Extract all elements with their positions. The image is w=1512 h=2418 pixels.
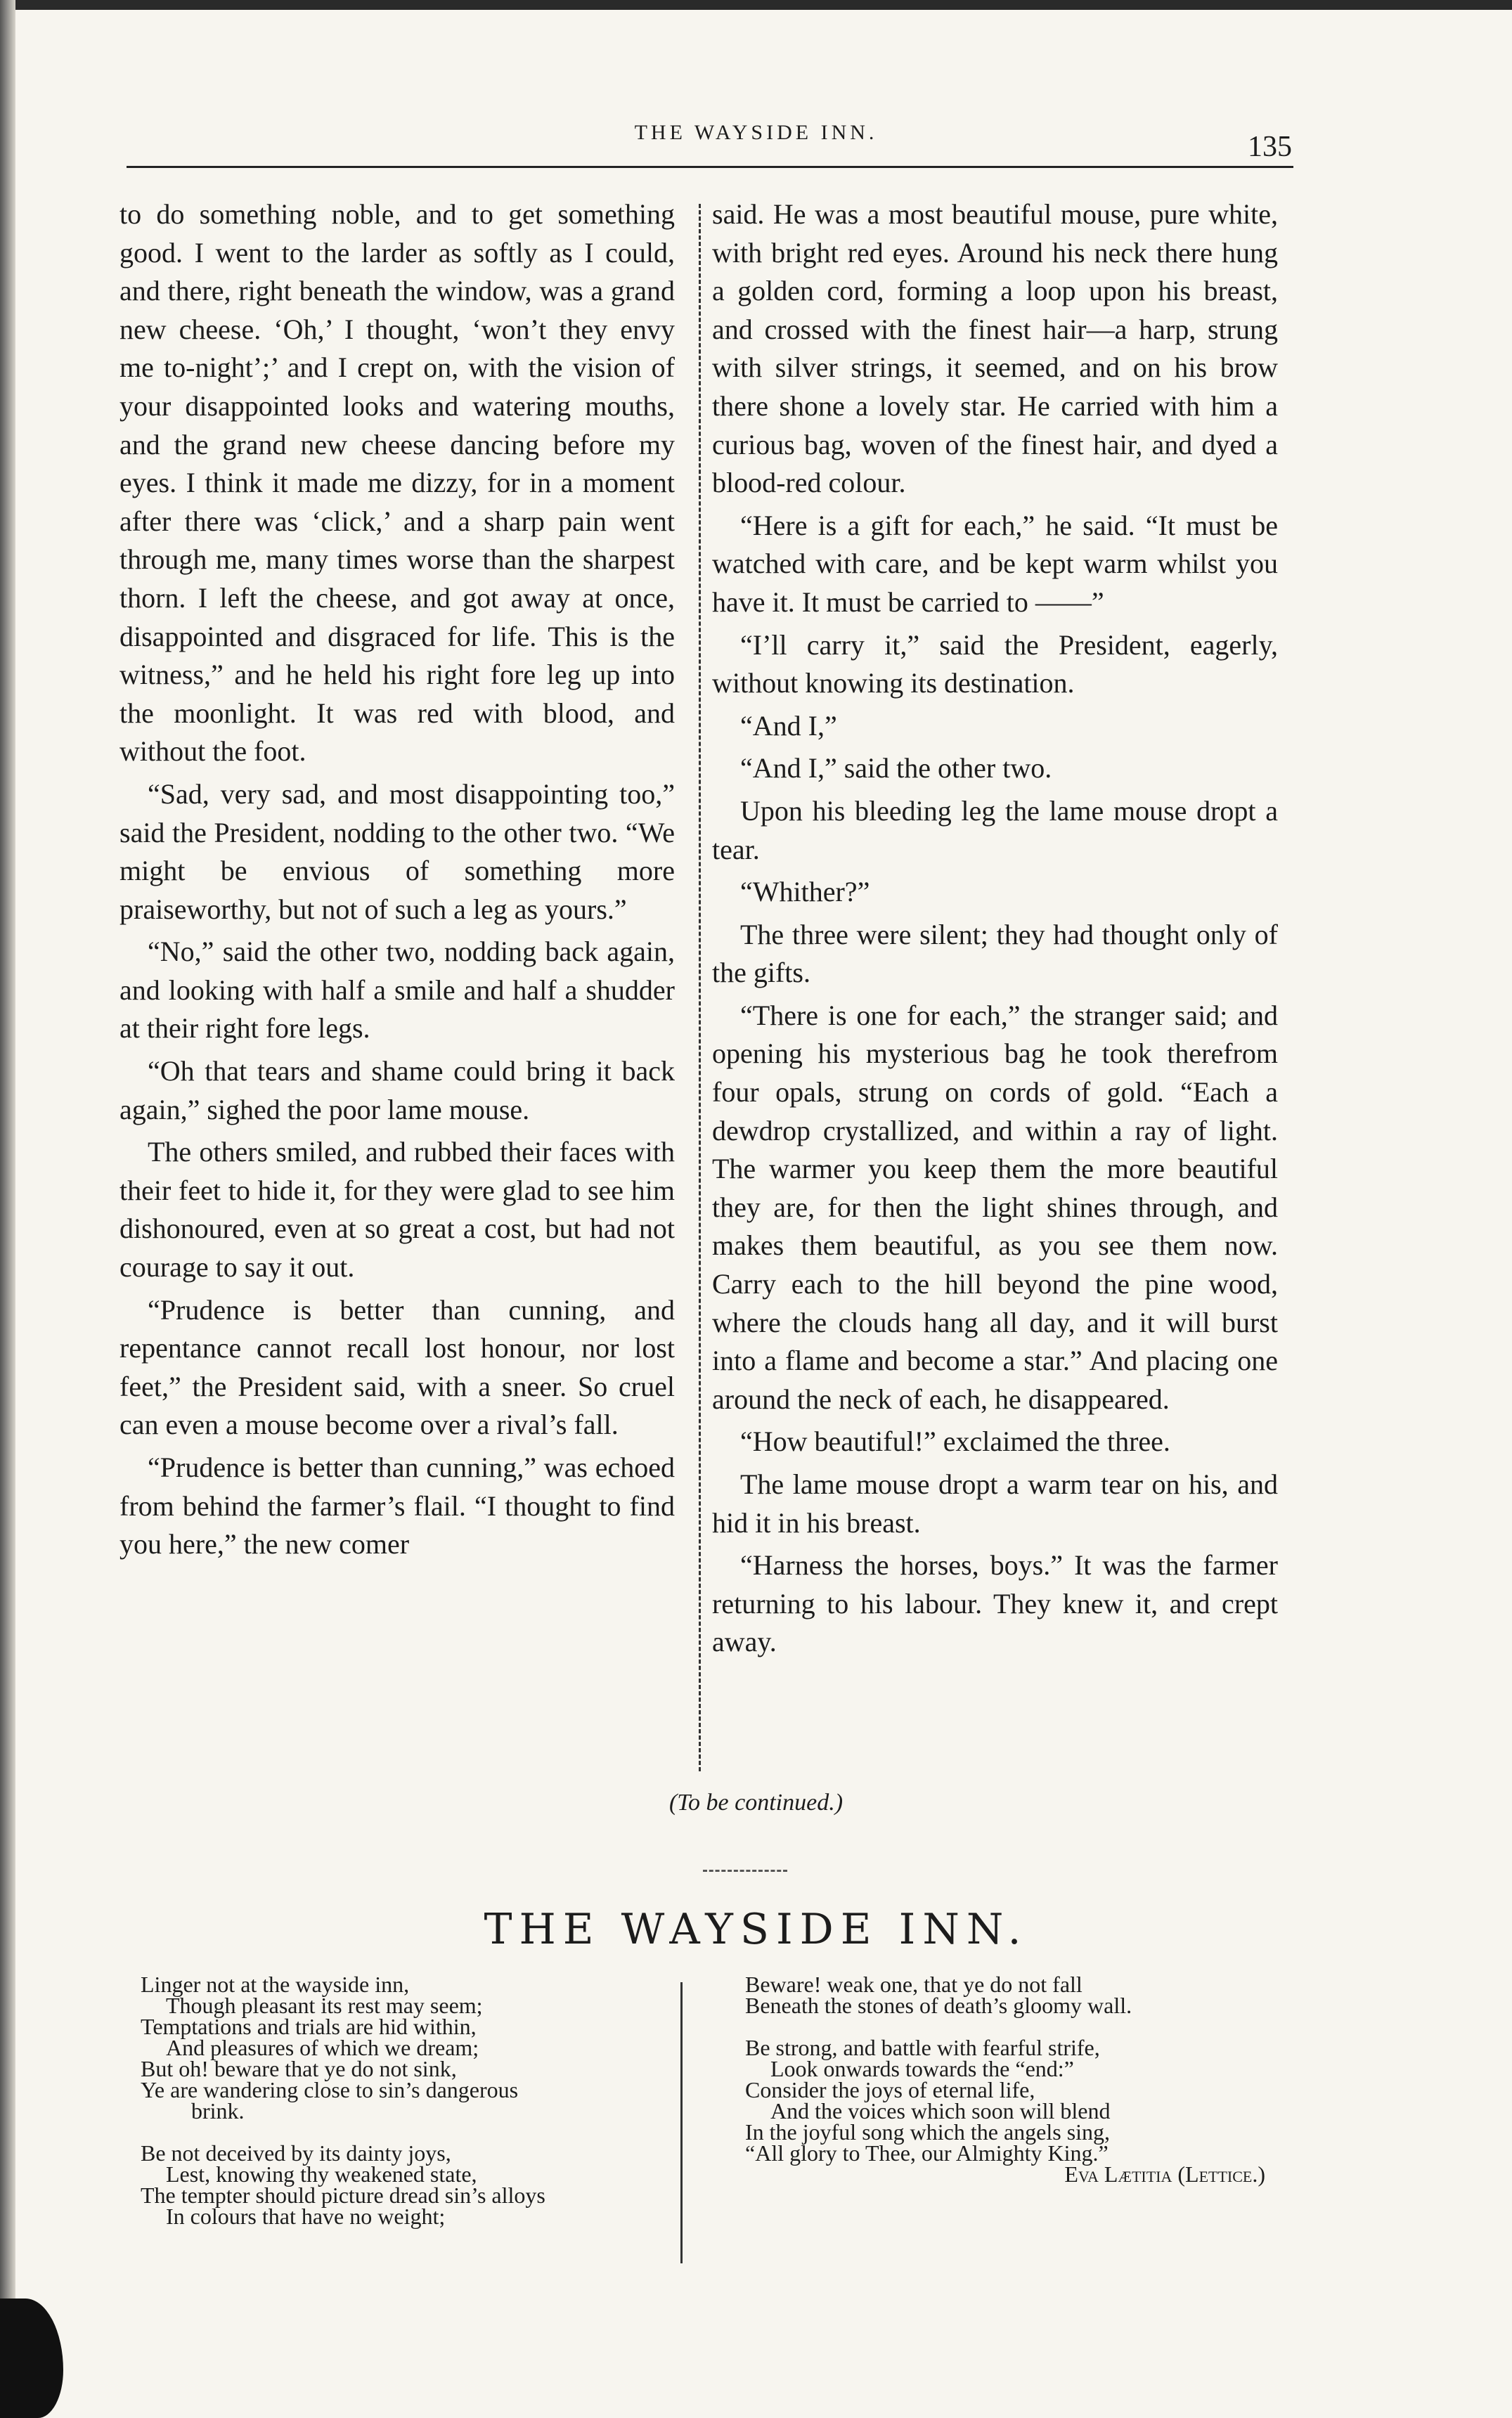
poem-line: brink.	[191, 2098, 245, 2123]
story-paragraph: “I’ll carry it,” said the President, eagerly, without knowing its destination.	[712, 628, 1278, 699]
section-separator	[703, 1870, 787, 1872]
poem-column-divider	[680, 1982, 683, 2263]
poem-line: Beneath the stones of death’s gloomy wall.	[745, 1993, 1132, 2018]
poem-line: Be not deceived by its dainty joys,	[141, 2140, 451, 2166]
poem-line: Be strong, and battle with fearful strife,	[745, 2035, 1100, 2060]
poem-title: THE WAYSIDE INN.	[484, 1905, 1028, 1954]
poem-line: Linger not at the wayside inn,	[141, 1972, 410, 1997]
poem-line: But oh! beware that ye do not sink,	[141, 2056, 457, 2081]
story-paragraph: to do something noble, and to get something good. I went to the larder as softly as I could, and there, right beneath the window, was a grand new cheese. ‘Oh,’ I thought, ‘won’t they envy me to-night’;’ and I crept on, with the vision of your disappointed looks and watering mouths, and the grand new cheese dancing before my eyes. I think it made me dizzy, for in a moment after there was ‘click,’ and a sharp pain went through me, many times worse than the sharpest thorn. I left the cheese, and got away at once, disappointed and disgraced for life. This is the witness,” and he held his right fore leg up into the moonlight. It was red with blood, and without the foot.	[119, 198, 675, 768]
poem-line: Lest, knowing thy weakened state,	[166, 2161, 477, 2187]
story-right-column	[712, 195, 1278, 1666]
story-paragraph: The lame mouse dropt a warm tear on his, and hid it in his breast.	[712, 1468, 1278, 1539]
poem-line: Ye are wandering close to sin’s dangerous	[141, 2077, 519, 2102]
story-paragraph: “Prudence is better than cunning,” was echoed from behind the farmer’s flail. “I thought to find you here,” the new comer	[119, 1452, 675, 1560]
story-paragraph: Upon his bleeding leg the lame mouse dropt a tear.	[712, 794, 1278, 865]
story-paragraph: “And I,”	[740, 709, 837, 742]
story-paragraph: The three were silent; they had thought only of the gifts.	[712, 918, 1278, 989]
story-paragraph: “There is one for each,” the stranger said; and opening his mysterious bag he took therefrom four opals, strung on cords of gold. “Each a dewdrop crystallized, and within a ray of light. The warmer you keep them the more beautiful they are, for then the light shines through, and makes them beautiful, as you see them now. Carry each to the hill beyond the pine wood, where the clouds hang all day, and it will burst into a flame and become a star.” And placing one around the neck of each, he disappeared.	[712, 999, 1278, 1415]
page-binding-edge	[0, 0, 15, 2418]
poem-line: Temptations and trials are hid within,	[141, 2014, 477, 2039]
story-paragraph: “Sad, very sad, and most disappointing too,” said the President, nodding to the other two. “We might be envious of something more praiseworthy, but not of such a leg as yours.”	[119, 777, 675, 925]
poem-stanza	[745, 2037, 1279, 2185]
story-paragraph: “Here is a gift for each,” he said. “It must be watched with care, and be kept warm whilst you have it. It must be carried to ——”	[712, 509, 1278, 618]
story-paragraph: The others smiled, and rubbed their faces with their feet to hide it, for they were glad to see him dishonoured, even at so great a cost, but had not courage to say it out.	[119, 1136, 675, 1284]
poem-line: Beware! weak one, that ye do not fall	[745, 1972, 1083, 1997]
story-paragraph: “No,” said the other two, nodding back again, and looking with half a smile and half a shudder at their right fore legs.	[119, 936, 675, 1045]
poem-line: Look onwards towards the “end:”	[770, 2056, 1074, 2081]
poem-line: The tempter should picture dread sin’s alloys	[141, 2183, 545, 2208]
story-paragraph: “Harness the horses, boys.” It was the farmer returning to his labour. They knew it, and crept away.	[712, 1549, 1278, 1658]
poem-line: And the voices which soon will blend	[770, 2098, 1111, 2123]
poem-stanza	[745, 1974, 1279, 2016]
header-rule	[127, 166, 1293, 168]
column-divider	[699, 204, 701, 1771]
poem-right-column	[745, 1974, 1279, 2206]
story-paragraph: “Oh that tears and shame could bring it back again,” sighed the poor lame mouse.	[119, 1055, 675, 1125]
poem-line: In colours that have no weight;	[166, 2204, 446, 2229]
poem-line: Though pleasant its rest may seem;	[166, 1993, 483, 2018]
story-paragraph: “Whither?”	[740, 876, 870, 908]
story-paragraph: “And I,” said the other two.	[740, 752, 1052, 784]
page-number: 135	[1248, 131, 1292, 163]
story-paragraph: “How beautiful!” exclaimed the three.	[740, 1425, 1170, 1458]
poem-line: In the joyful song which the angels sing,	[745, 2119, 1111, 2145]
page-top-edge	[0, 0, 1512, 10]
ink-blot	[0, 2299, 63, 2418]
poem-left-column	[141, 1974, 661, 2248]
poem-line: “All glory to Thee, our Almighty King.”	[745, 2140, 1109, 2166]
story-paragraph: said. He was a most beautiful mouse, pure white, with bright red eyes. Around his neck there hung a golden cord, forming a loop upon his breast, and crossed with the finest hair—a harp, strung with silver strings, it seemed, and on his brow there shone a lovely star. He carried with him a curious bag, woven of the finest hair, and dyed a blood-red colour.	[712, 198, 1278, 499]
continued-note: (To be continued.)	[668, 1790, 844, 1816]
poem-stanza	[141, 2142, 661, 2227]
poem-signature: Eva Lætitia (Lettice.)	[1064, 2161, 1265, 2187]
poem-line: And pleasures of which we dream;	[166, 2035, 479, 2060]
poem-stanza	[141, 1974, 661, 2121]
story-left-column	[119, 195, 675, 1568]
story-paragraph: “Prudence is better than cunning, and repentance cannot recall lost honour, nor lost feet,” the President said, with a sneer. So cruel can even a mouse become over a rival’s fall.	[119, 1293, 675, 1441]
running-title: THE WAYSIDE INN.	[634, 121, 878, 144]
poem-line: Consider the joys of eternal life,	[745, 2077, 1035, 2102]
